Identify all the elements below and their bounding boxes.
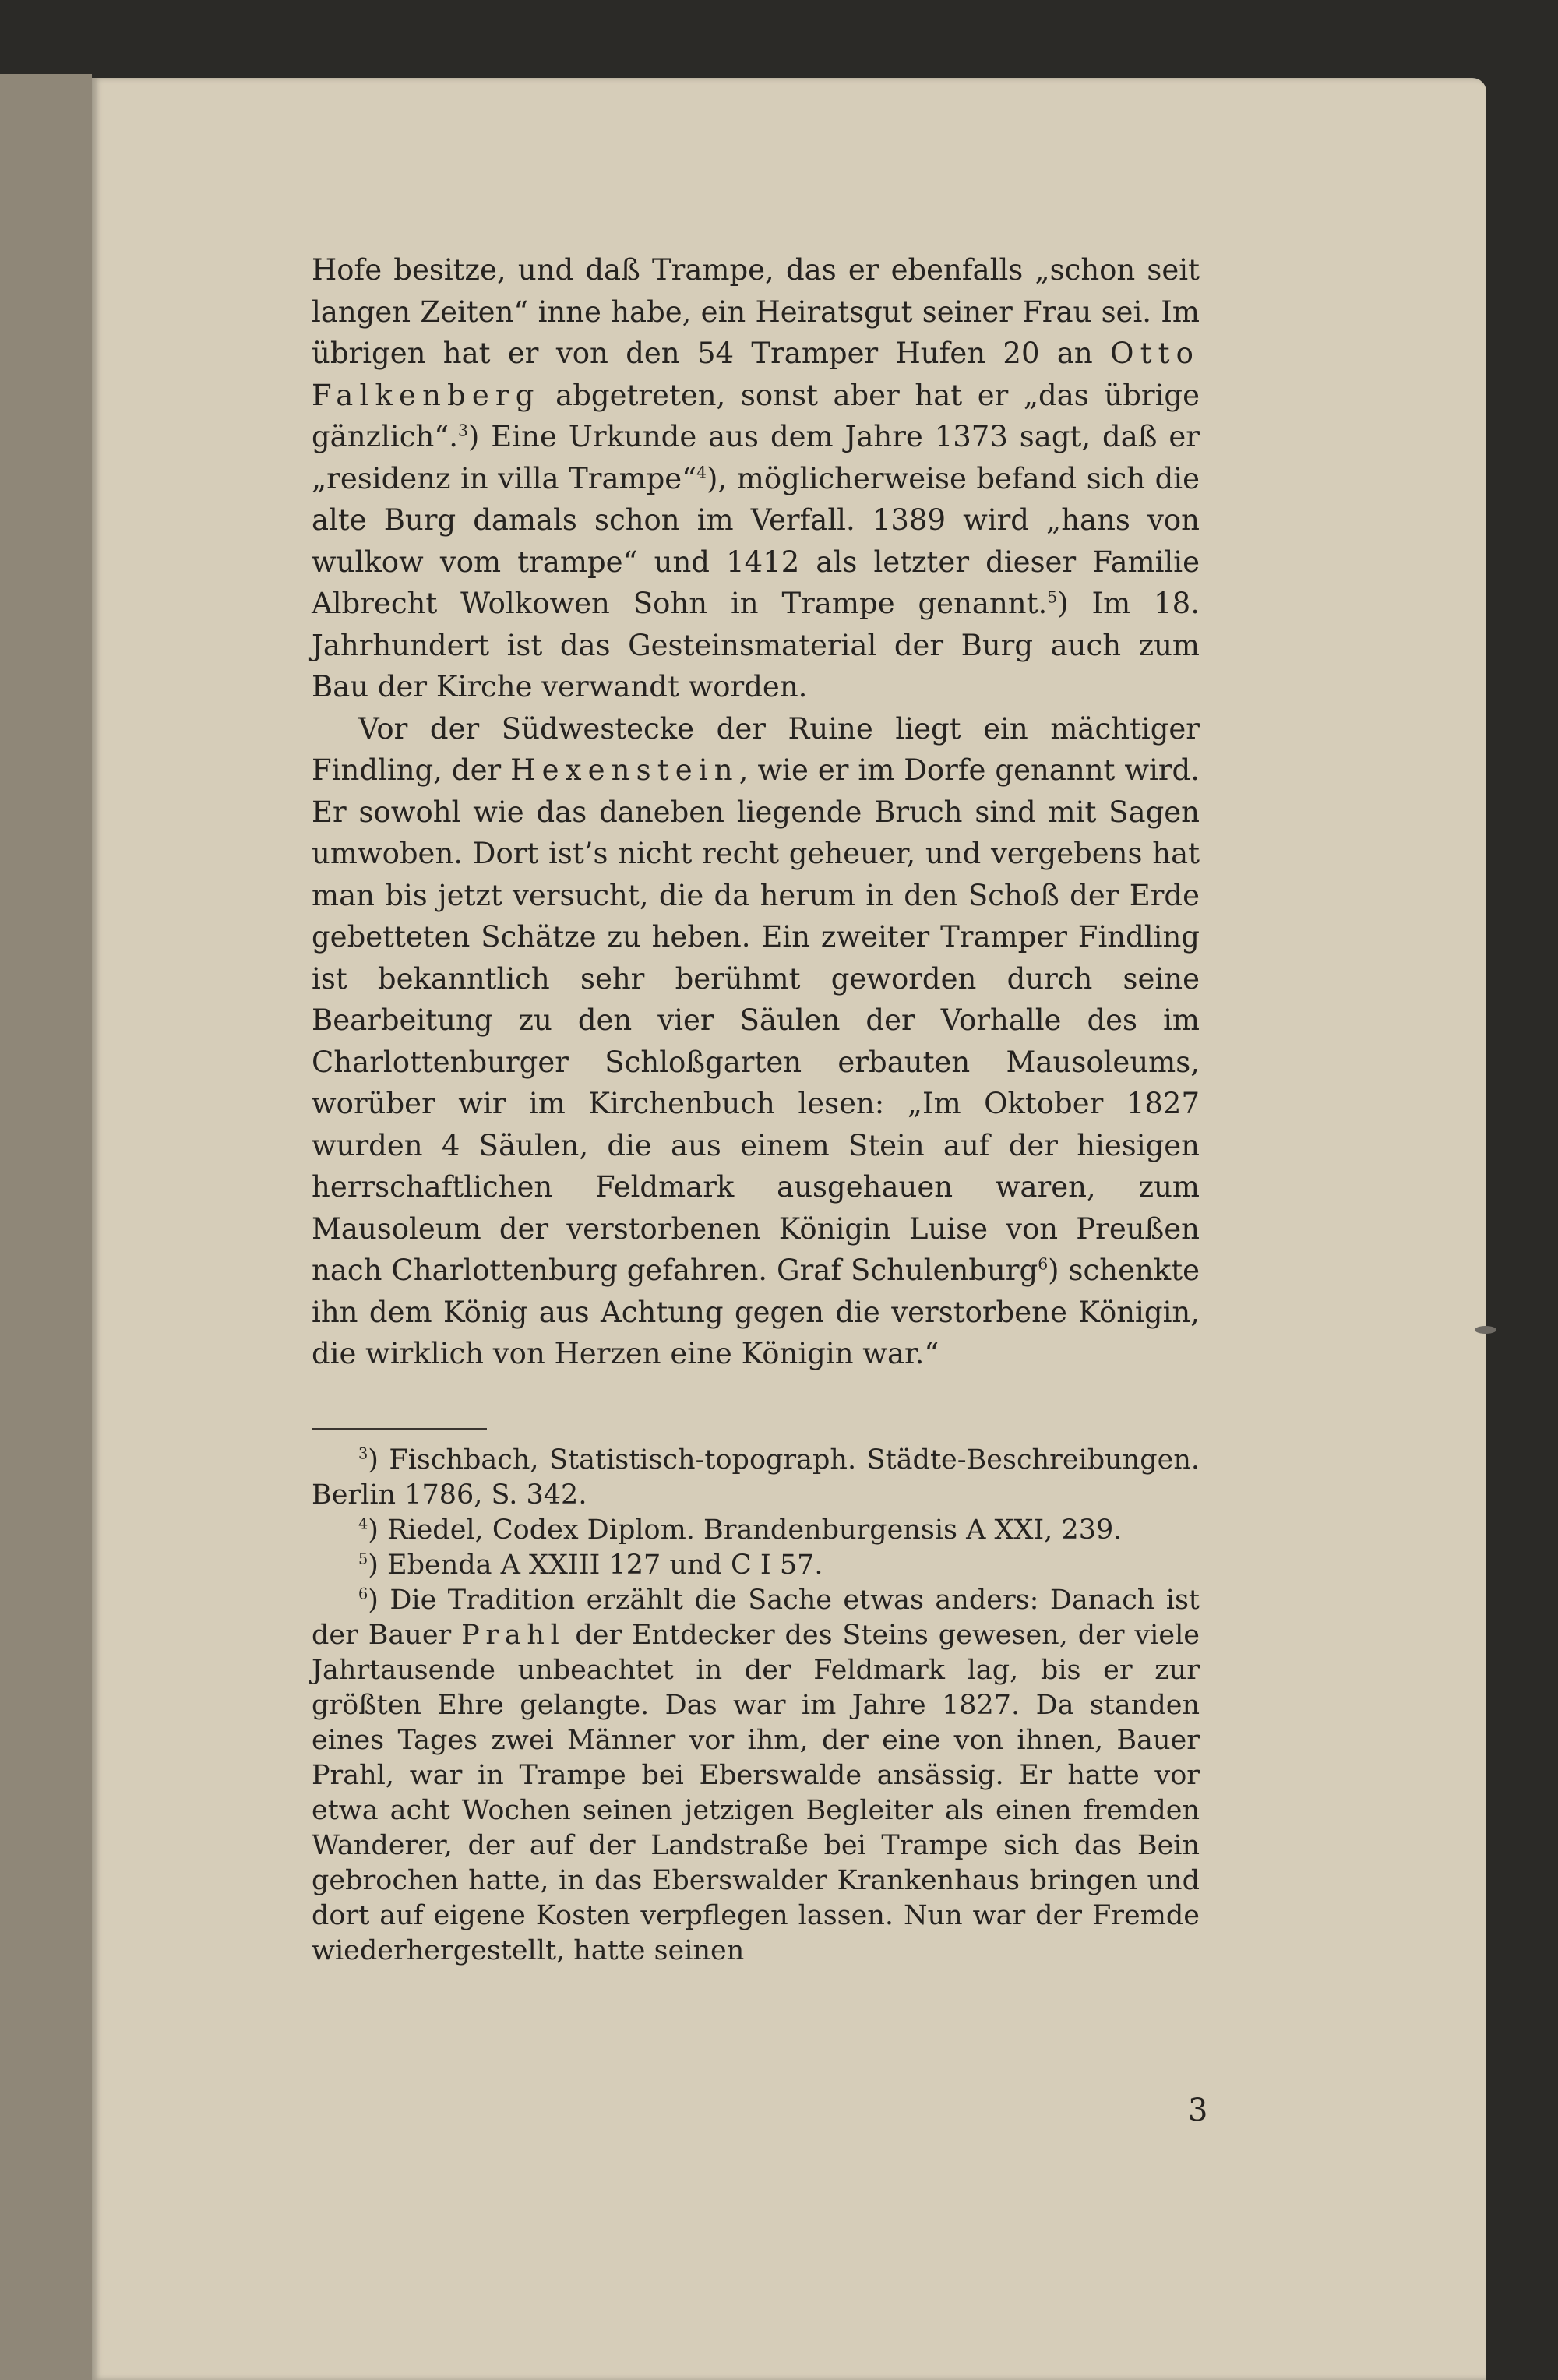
previous-page-edge: [0, 74, 92, 2380]
footnote-6: $^6$) Die Tradition erzählt die Sache etwas anders: Danach ist der Bauer Prahl der Entdecker des Steins gewesen, der viele Jahrtausende unbeachtet in der Feldmark lag, bis er zur größten Ehre gelangte. Das war im Jahre 1827. Da standen eines Tages zwei Männer vor ihm, der eine von ihnen, Bauer Prahl, war in Trampe bei Eberswalde ansässig. Er hatte vor etwa acht Wochen seinen jetzigen Begleiter als einen fremden Wanderer, der auf der Landstraße bei Trampe sich das Bein gebrochen hatte, in das Eberswalder Krankenhaus bringen und dort auf eigene Kosten verpflegen lassen. Nun war der Fremde wiederhergestellt, hatte seinen: [312, 1584, 1200, 1966]
ink-smudge: [1475, 1326, 1496, 1334]
page-text: [312, 249, 1200, 1969]
spaced-name: Hexenstein: [510, 753, 739, 787]
spaced-name: Otto Falkenberg: [312, 337, 1200, 412]
page-number: 3: [1188, 2093, 1208, 2128]
footnote-ref: 6: [1038, 1254, 1049, 1274]
footnote-ref: 3: [457, 421, 468, 440]
footnote-ref: 4: [696, 463, 707, 482]
body-paragraph-2: Vor der Südwestecke der Ruine liegt ein mächtiger Findling, der Hexenstein, wie er im Dorfe genannt wird. Er sowohl wie das daneben liegende Bruch sind mit Sagen umwoben. Dort ist’s nicht recht geheuer, und vergebens hat man bis jetzt versucht, die da herum in den Schoß der Erde gebetteten Schätze zu heben. Ein zweiter Tramper Findling ist bekanntlich sehr berühmt geworden durch seine Bearbeitung zu den vier Säulen der Vorhalle des im Charlottenburger Schloßgarten erbauten Mausoleums, worüber wir im Kirchenbuch lesen: „Im Oktober 1827 wurden 4 Säulen, die aus einem Stein auf der hiesigen herrschaftlichen Feldmark ausgehauen waren, zum Mausoleum der verstorbenen Königin Luise von Preußen nach Charlottenburg gefahren. Graf Schulenburg$^6$) schenkte ihn dem König aus Achtung gegen die verstorbene Königin, die wirklich von Herzen eine Königin war.“: [312, 711, 1200, 1370]
spaced-name: Prahl: [461, 1619, 566, 1651]
footnote-3: $^3$) Fischbach, Statistisch-topograph. Städte-Beschreibungen. Berlin 1786, S. 342.: [312, 1444, 1200, 1511]
footnote-ref: 5: [1047, 587, 1058, 607]
body-paragraph-1: Hofe besitze, und daß Trampe, das er ebenfalls „schon seit langen Zeiten“ inne habe, ein Heiratsgut seiner Frau sei. Im übrigen hat er von den 54 Tramper Hufen 20 an Otto Falkenberg abgetreten, sonst aber hat er „das übrige gänzlich“.$^3$) Eine Urkunde aus dem Jahre 1373 sagt, daß er „residenz in villa Trampe“$^4$), möglicherweise befand sich die alte Burg damals schon im Verfall. 1389 wird „hans von wulkow vom trampe“ und 1412 als letzter dieser Familie Albrecht Wolkowen Sohn in Trampe genannt.$^5$) Im 18. Jahrhundert ist das Gesteinsmaterial der Burg auch zum Bau der Kirche verwandt worden.: [312, 253, 1200, 703]
footnote-4: $^4$) Riedel, Codex Diplom. Brandenburgensis A XXI, 239.: [358, 1514, 1123, 1546]
footnote-rule: [312, 1428, 487, 1430]
footnote-5: $^5$) Ebenda A XXIII 127 und C I 57.: [358, 1549, 823, 1581]
